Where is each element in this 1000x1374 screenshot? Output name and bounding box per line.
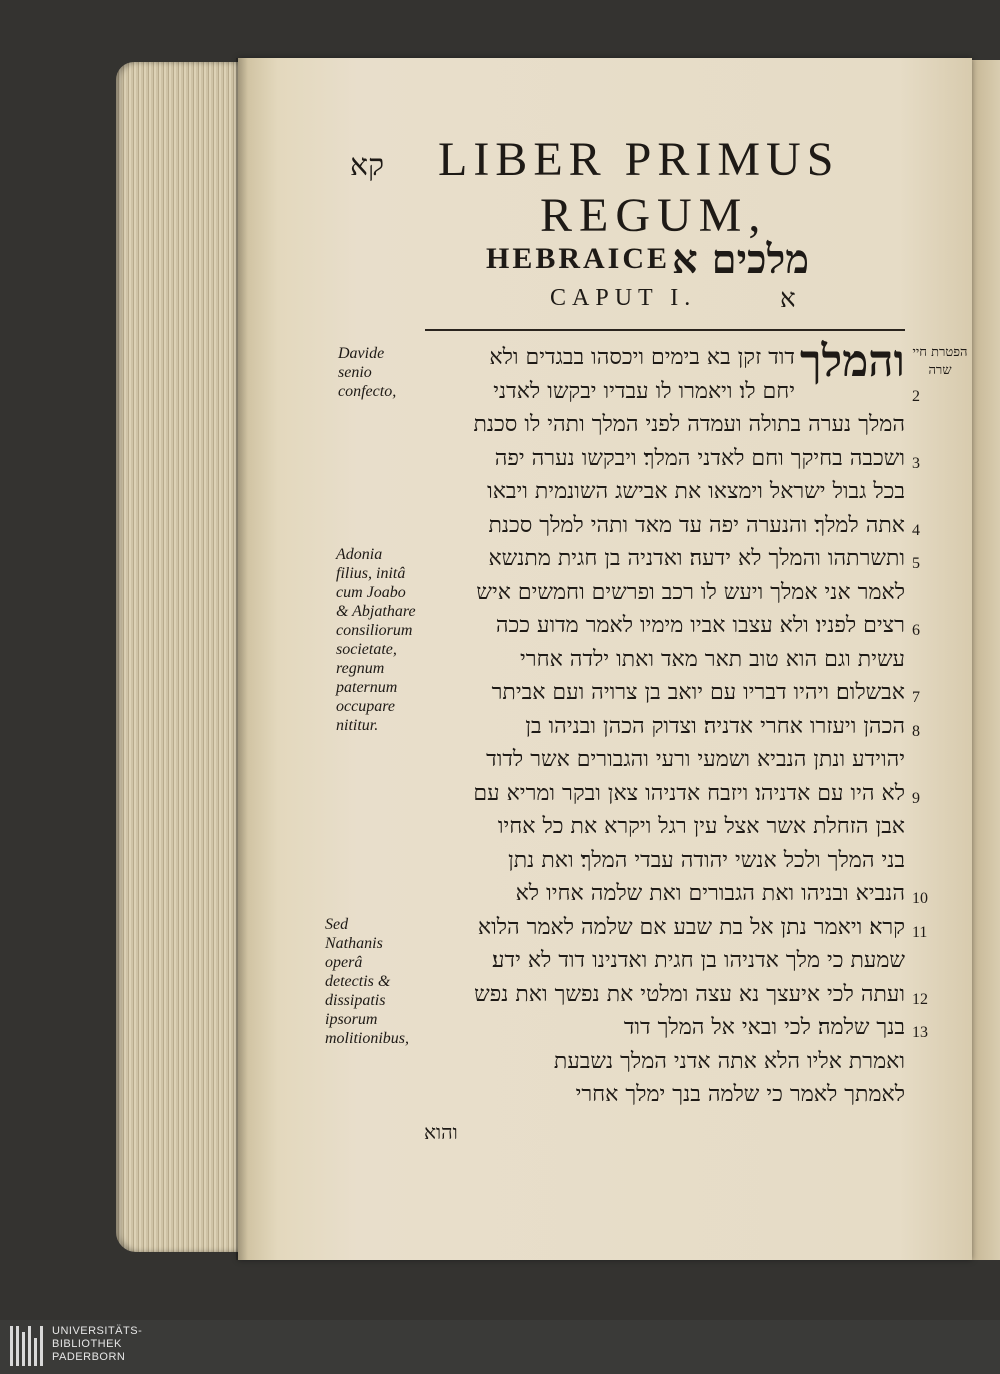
margin-note-1: Davide senio confecto, [338,345,397,400]
verse-number: 10 [912,890,928,907]
text-line: לא היו עם אדניהו׃ ויזבח אדניהו צאן ובקר ומריא עם [473,780,905,806]
library-logo-icon [10,1326,44,1366]
text-line: אבשלום׃ ויהיו דבריו עם יואב בן צרויה ועם אביתר [491,680,905,705]
text-line: ותשרתהו והמלך לא ידעה׃ ואדניה בן חגית מתנשא [488,546,905,571]
verse-number: 11 [912,923,928,941]
text-line: קרא׃ ויאמר נתן אל בת שבע אם שלמה לאמר הלוא [477,914,905,940]
catchword: והוא [424,1120,458,1144]
library-line-1: UNIVERSITÄTS- [52,1325,143,1337]
text-line: בנך שלמה׃ לכי ובאי אל המלך דוד [623,1015,905,1040]
verse-number: 6 [912,622,920,639]
caput-hebrew: א [780,284,796,314]
text-line: רצים לפניו׃ ולא עצבו אביו מימיו לאמר מדוע ככה [495,613,905,638]
text-line: בכל גבול ישראל וימצאו את אבישג השונמית ויבאו [487,479,905,504]
text-line: הכהן ויעזרו אחרי אדניה׃ וצדוק הכהן ובניהו בן [525,713,905,739]
caput-latin: CAPUT I. [550,285,697,311]
header-rule [425,329,905,331]
text-line: שמעת כי מלך אדניהו בן חגית ואדנינו דוד לא ידע׃ [492,948,905,973]
verse-number: 12 [912,990,928,1008]
library-name [52,1325,142,1364]
title-regum: REGUM, [540,189,768,242]
text-line: יחם לו׃ ויאמרו לו עבדיו יבקשו לאדני [493,378,795,404]
text-line: ועתה לכי איעצך נא עצה ומלטי את נפשך ואת נפש [474,981,905,1007]
text-line: אבן הזחלת אשר אצל עין רגל ויקרא את כל אחיו [497,814,905,839]
folio-number: קא [350,148,385,183]
footer-bar [0,1320,1000,1374]
text-line: עשית וגם הוא טוב תאר מאד ואתו ילדה אחרי [520,646,905,672]
verse-number: 13 [912,1024,928,1041]
verse-number: 5 [912,555,920,572]
library-line-2: BIBLIOTHEK [52,1338,122,1350]
text-line: לאמר אני אמלך ויעש לו רכב ופרשים וחמשים איש [476,579,905,605]
text-line: המלך נערה בתולה ועמדה לפני המלך ותהי לו סכנת [473,412,905,437]
verse-number: 3 [912,454,920,472]
text-line: לאמתך לאמר כי שלמה בנך ימלך אחרי [575,1082,905,1107]
text-line: בני המלך ולכל אנשי יהודה עבדי המלך׃ ואת נתן [508,847,905,873]
margin-note-3: Sed Nathanis operâ detectis & dissipatis ipsorum molitionibus, [325,916,410,1047]
spine-shadow [236,58,248,1260]
library-line-3: PADERBORN [52,1351,126,1363]
text-line: אתה למלך׃ והנערה יפה עד מאד ותהי למלך סכנת [488,512,905,538]
verse-number: 8 [912,722,920,740]
opening-word: והמלך [800,336,905,387]
margin-note-2: Adonia filius, initâ cum Joabo & Abjathare consiliorum societate, regnum paternum occupare nititur. [336,546,416,734]
verse-number: 4 [912,521,920,539]
text-line: ואמרת אליו הלא אתה אדני המלך נשבעת [553,1048,905,1074]
title-liber-primus: LIBER PRIMUS [438,133,840,186]
title-hebrew: מלכים א [672,236,810,283]
haftarah-note: הפטרת חיי שרה [912,345,968,378]
text-line: הנביא ובניהו ואת הגבורים ואת שלמה אחיו לא [515,881,905,906]
book-page-edges [116,62,246,1252]
title-hebraice: HEBRAICE [486,242,671,275]
verse-number: 9 [912,789,920,807]
verse-number: 7 [912,689,920,706]
text-line: ושכבה בחיקך וחם לאדני המלך׃ ויבקשו נערה יפה [494,445,905,471]
text-line: דוד זקן בא בימים ויכסהו בבגדים ולא [489,345,795,370]
text-line: יהוידע ונתן הנביא ושמעי ורעי והגבורים אשר לדוד [486,747,905,772]
verse-number: 2 [912,387,920,405]
